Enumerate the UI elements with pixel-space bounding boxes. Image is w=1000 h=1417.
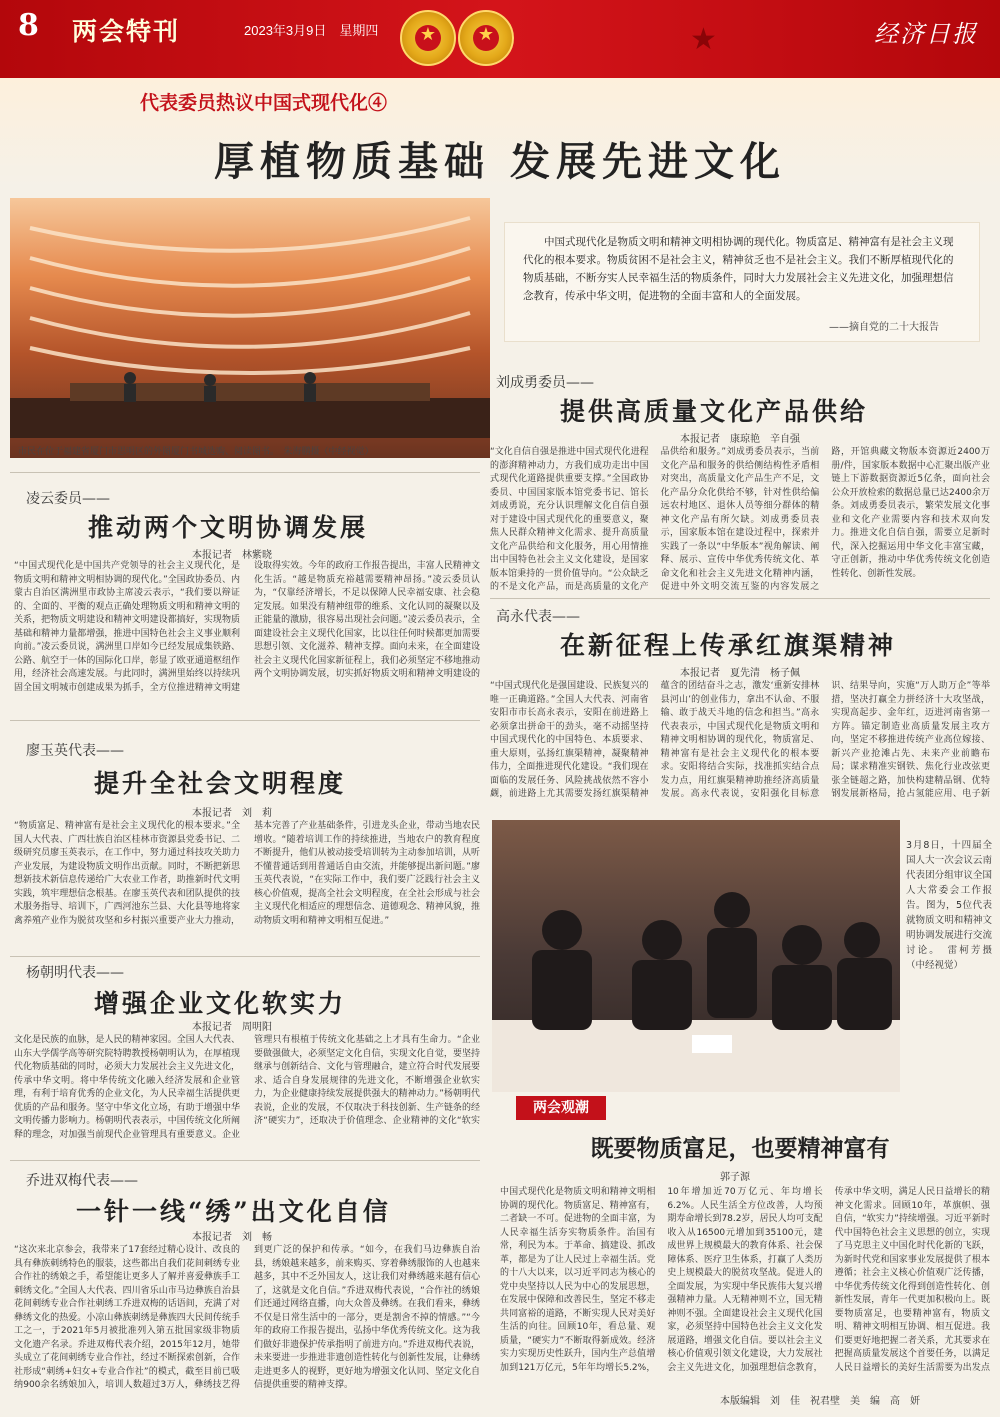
article-byline: 凌云委员—— [26,491,110,507]
divider [10,472,480,473]
divider [10,720,480,721]
article-title: 增强企业文化软实力 [94,989,347,1018]
star-icon: ★ [690,22,717,57]
article-byline: 乔进双梅代表—— [26,1173,138,1189]
article-byline: 杨朝明代表—— [26,965,124,981]
editor-credits: 本版编辑 刘 佳 祝君壁 美 编 高 妍 [720,1396,920,1407]
top-photo-caption: 市民在位于福建省厦门市思明区的外图厦门书城选购、阅读图书。 朱海鹏摄（中经视觉） [18,447,374,457]
article-body: “这次来北京参会，我带来了17套经过精心设计、改良的具有彝族刺绣特色的服装，这些都出自我们花间刺绣专业合作社的绣娘之手，希望能让更多人了解并喜爱彝族手工刺绣文化。”全国人大代表、四川省乐山市马边彝族自治县花间刺绣专业合作社刺绣工乔进双梅的话语间，充满了对彝绣文化的热爱。小凉山彝族刺绣是彝族四大民间传统手工之一，于2021年5月被批准列入第五批国家级非物质文化遗产名录。乔进双梅代表介绍，2015年12月，她带头成立了花间刺绣专业合作社，经过不断探索创新，合作社形成“刺绣+妇女+专业合作社”的模式，截至目前已吸纳900余名绣娘加入，培训人数超过3万人，彝绣技艺得到更广泛的保护和传承。“如今，在我们马边彝族自治县，绣娘越来越多，前来购买、穿着彝绣服饰的人也越来越多，其中不乏外国友人，这让我们对彝绣越来越有信心了，这就是文化自信。”乔进双梅代表说，“合作社的绣娘们还通过网络直播，向大众普及彝绣。在我们看来，彝绣不仅是日常生活中的一部分，更是割舍不掉的情感。”“今年的政府工作报告提出，弘扬中华优秀传统文化。这为我们做好非遗保护传承指明了前进方向。”乔进双梅代表说，未来要进一步推进非遗创造性转化与创新性发展，让彝绣走进更多人的视野，更好地为增强文化认同、坚定文化自信提供重要的精神支撑。 [14,1245,480,1390]
article-byline: 高永代表—— [496,609,580,625]
series-label: 代表委员热议中国式现代化④ [140,92,388,114]
article-title: 推动两个文明协调发展 [88,513,369,542]
newspaper-brand: 经济日报 [874,20,978,48]
article-byline: 刘成勇委员—— [496,375,594,391]
meeting-illustration [492,820,900,1092]
article-reporter: 本报记者 夏先清 杨子佩 [680,668,800,679]
title-band [0,78,1000,188]
commentary-author: 郭子源 [720,1172,750,1183]
article-reporter: 本报记者 刘 莉 [192,808,272,819]
page-number: 8 [18,8,39,43]
article-byline: 廖玉英代表—— [26,743,124,759]
commentary-body: 中国式现代化是物质文明和精神文明相协调的现代化。物质富足、精神富有，二者缺一不可。促进物的全面丰富，为人民幸福生活夯实物质条件。治国有常，利民为本。于革命、搞建设、抓改革，都是为了让人民过上幸福生活。党的十八大以来，以习近平同志为核心的党中央坚持以人民为中心的发展思想，在发展中保障和改善民生，坚定不移走共同富裕的道路，不断实现人民对美好生活的向往。回顾10年，看总量、观质量，“硬实力”不断取得新成效。经济实力实现历史性跃升，国内生产总值增加到121万亿元，5年年均增长5.2%，10年增加近70万亿元、年均增长6.2%。人民生活全方位改善，人均预期寿命增长到78.2岁，居民人均可支配收入从16500元增加到35100元，建成世界上规模最大的教育体系、社会保障体系、医疗卫生体系，打赢了人类历史上规模最大的脱贫攻坚战。促进人的全面发展，为实现中华民族伟大复兴增强精神力量。人无精神则不立，国无精神则不强。全面建设社会主义现代化国家，必须坚持中国特色社会主义文化发展道路，增强文化自信。要以社会主义核心价值观引领文化建设，大力发展社会主义先进文化，加强理想信念教育，传承中华文明，满足人民日益增长的精神文化需求。回顾10年，革旗帜、强自信，“软实力”持续增强。习近平新时代中国特色社会主义思想的创立，实现了马克思主义中国化时代化新的飞跃，为新时代党和国家事业发展提供了根本遵循；社会主义核心价值观广泛传播，中华优秀传统文化得到创造性转化、创新性发展，青年一代更加积极向上。既要物质富足，也要精神富有，物质文明、精神文明相互协调、相互促进。我们要更好地把握二者关系，尤其要求在把握高质量发展这个首要任务，以满足人民日益增长的美好生活需要为出发点 [500,1187,990,1373]
masthead [0,0,1000,78]
divider [490,598,990,599]
article-reporter: 本报记者 刘 畅 [192,1232,272,1243]
article-title: 提供高质量文化产品供给 [560,397,869,426]
national-emblem-icon: ★ [400,10,456,66]
article-body: “文化自信自强是推进中国式现代化进程的澎湃精神动力，方我们成功走出中国式现代化道路提供重要支撑。”全国政协委员、中国国家版本馆党委书记、馆长刘成勇说，充分认识理解文化自信自强对于建设中国式现代化的重要意义，聚焦人民群众精神文化需求、提升高质量文化产品供给和文化服务，用心用情推出中国特色社会主义文化建设，是国家版本馆秉持的一贯价值导向。“公众缺乏的不是文化产品，而是高质量的文化产品供给和服务。”刘成勇委员表示，当前文化产品和服务的供给侧结构性矛盾相对突出，高质量文化产品生产不足，文化产品分众化供给不够，针对性供给偏远农村地区、退休人员等细分群体的精神文化产品有所欠缺。刘成勇委员表示，国家版本馆在建设过程中，探索并实践了一条以“中华版本”视角解读、阐释、展示、宣传中华优秀传统文化、革命文化和社会主义先进文化精神内涵，促进中外文明交流互鉴的内容发展之路，开馆典藏文物版本资源近2400万册/件，国家版本数据中心汇聚出版产业链上下游数据资源近5亿条，面向社会公众开放检索的数据总量已达2400余万条。刘成勇委员表示，繁荣发展文化事业和文化产业需要内容和技术双向发力。推进文化自信自强，需要立足新时代，深入挖掘运用中华文化丰富宝藏，守正创新，推动中华优秀传统文化创造性转化、创新性发展。 [490,447,990,592]
meeting-photo [492,820,900,1092]
commentary-title: 既要物质富足，也要精神富有 [590,1135,890,1162]
observation-badge: 两会观潮 [516,1096,606,1120]
issue-date: 2023年3月9日 星期四 [244,23,379,38]
quote-source: ——摘自党的二十大报告 [829,322,939,333]
article-body: 文化是民族的血脉，是人民的精神家园。全国人大代表、山东大学儒学高等研究院特聘教授杨朝明认为，在厚植现代化物质基础的同时，必须大力发展社会主义先进文化，传承中华文明。将中华传统文化融入经济发展和企业管理，有利于培育优秀的企业文化，为人民幸福生活提供更优质的产品和服务。坚守中华文化立场，有助于增强中华文明传播力影响力。杨朝明代表表示，中国传统文化所阐释的理念，对加强当前现代企业管理具有重要意义。企业管理只有根植于传统文化基础之上才具有生命力。“企业要做强做大，必须坚定文化自信，实现文化自觉，要坚持继承与创新结合、文化与管理融合，建立符合时代发展要求、适合自身发展规律的先进文化，不断增强企业软实力，为企业健康持续发展提供强大的精神动力。”杨朝明代表说，企业的发展，不仅取决于科技创新、生产链条的经济“硬实力”，还取决于价值理念、企业精神的文化“软实 [14,1035,480,1140]
bottom-photo-caption: 3月8日，十四届全国人大一次会议云南代表团分组审议全国人大常委会工作报告。图为，5位代表就物质文明和精神文明协调发展进行交流讨论。 雷柯芳摄（中经视觉） [906,840,992,971]
article-reporter: 本报记者 康琼艳 辛自强 [680,434,800,445]
article-body: “物质富足、精神富有是社会主义现代化的根本要求。”全国人大代表、广西壮族自治区桂林市资源县党委书记、二级研究员廖玉英表示，在工作中，努力通过科技攻关助力产业发展，为建设物质文明作出贡献。同时，不断把新思想新技术新信息传递给广大农业工作者，助推新时代文明实践，筑牢理想信念根基。在廖玉英代表和团队提供的技术服务指导、培训下，广西河池东兰县、大化县等地将家禽养殖产业作为脱贫攻坚和乡村振兴重要产业大力推动，基本完善了产业基础条件，引进龙头企业，带动当地农民增收。“随着培训工作的持续推进，当地农户的教育程度不断提升，他们从被动接受培训转为主动参加培训，从听不懂普通话到用普通话自由交流，并能够提出新问题。”廖玉英代表说，“在实际工作中，我们要广泛践行社会主义核心价值观，提高全社会文明程度，在全社会形成与社会主义现代化相适应的理想信念、道德观念、精神风貌，推动物质文明和精神文明相互促进。” [14,821,480,926]
bookstore-illustration [10,198,490,438]
page-headline: 厚植物质基础 发展先进文化 [214,138,786,185]
article-title: 在新征程上传承红旗渠精神 [560,631,897,660]
article-reporter: 本报记者 周明阳 [192,1022,272,1033]
article-title: 一针一线“绣”出文化自信 [76,1197,391,1226]
quote-box [504,222,980,342]
article-body: “中国式现代化是中国共产党领导的社会主义现代化，是物质文明和精神文明相协调的现代化。”全国政协委员、内蒙古自治区满洲里市政协主席凌云表示，“我们要以辩证的、全面的、平衡的观点正确处理物质文明和精神文明的关系，把物质文明建设和精神文明建设都搞好，实现物质基础和精神力量都增强，推进中国特色社会主义事业顺利向前。”凌云委员说，满洲里口岸如今已经发展成集铁路、公路、航空于一体的国际化口岸，彰显了欧亚通道枢纽作用，经济社会高速发展。与此同时，满洲里始终以持续巩固全国文明城市创建成果为抓手，全方位推进精神文明建设取得实效。今年的政府工作报告提出，丰富人民精神文化生活。“越是物质充裕越需要精神昂扬。”凌云委员认为，“仅靠经济增长，不足以保障人民幸福安康、社会稳定发展。如果没有精神纽带的维系、文化认同的凝聚以及正能量的激励，很容易出现社会问题。”凌云委员表示，全面建设社会主义现代化国家，比以往任何时候都更加需要思想引领、文化滋养、精神支撑。面向未来，在全面建设社会主义现代化国家新征程上，我们必须坚定不移地推动两个文明协调发展，切实抓好物质文明和精神文明建设的 [14,561,480,693]
cppcc-emblem-icon: ★ [458,10,514,66]
section-name: 两会特刊 [72,17,181,46]
article-body: “中国式现代化是强国建设、民族复兴的唯一正确道路。”全国人大代表、河南省安阳市市长高永表示，安阳在前进路上必须拿出拼命干的劲头，毫不动摇坚持中国式现代化的中国特色、本质要求、重大原则，弘扬红旗渠精神，凝聚精神伟力，全面推进现代化建设。“我们现在面临的发展任务、风险挑战依然不容小觑，前进路上尤其需要发扬红旗渠精神蕴含的团结奋斗之志，激发‘重新安排林县河山’的创业伟力，拿出不认命、不服输、敢于战天斗地的信念和担当。”高永代表表示，中国式现代化是物质文明和精神文明相协调的现代化，物质富足、精神富有是社会主义现代化的根本要求。安阳将结合实际，找准抓实结合点发力点，用红旗渠精神助推经济高质量发展。高永代表说，安阳强化目标意识、结果导向，实施“万人助万企”等举措，坚决打赢全力拼经济十大攻坚战，实现高起步、金年红，迈进河南省第一方阵。锚定制造业高质量发展主攻方向，坚定不移推进传统产业高位嫁接、新兴产业抢滩占先、未来产业前瞻布局；谋求精准实钢铁、焦化行业改弦更张全链超之路，加快构建精品钢、优特钢发展新格局，抢占氢能应用、电子新 [490,681,990,799]
divider [10,1160,480,1161]
divider [10,956,480,957]
bookstore-photo [10,198,490,458]
quote-text: 中国式现代化是物质文明和精神文明相协调的现代化。物质富足、精神富有是社会主义现代化的根本要求。物质贫困不是社会主义，精神贫乏也不是社会主义。我们不断厚植现代化的物质基础，不断夯实人民幸福生活的物质条件，同时大力发展社会主义先进文化，加强理想信念教育，传承中华文明，促进物的全面丰富和人的全面发展。 [523,236,954,302]
article-reporter: 本报记者 林紫晓 [192,550,272,561]
article-title: 提升全社会文明程度 [94,769,347,798]
